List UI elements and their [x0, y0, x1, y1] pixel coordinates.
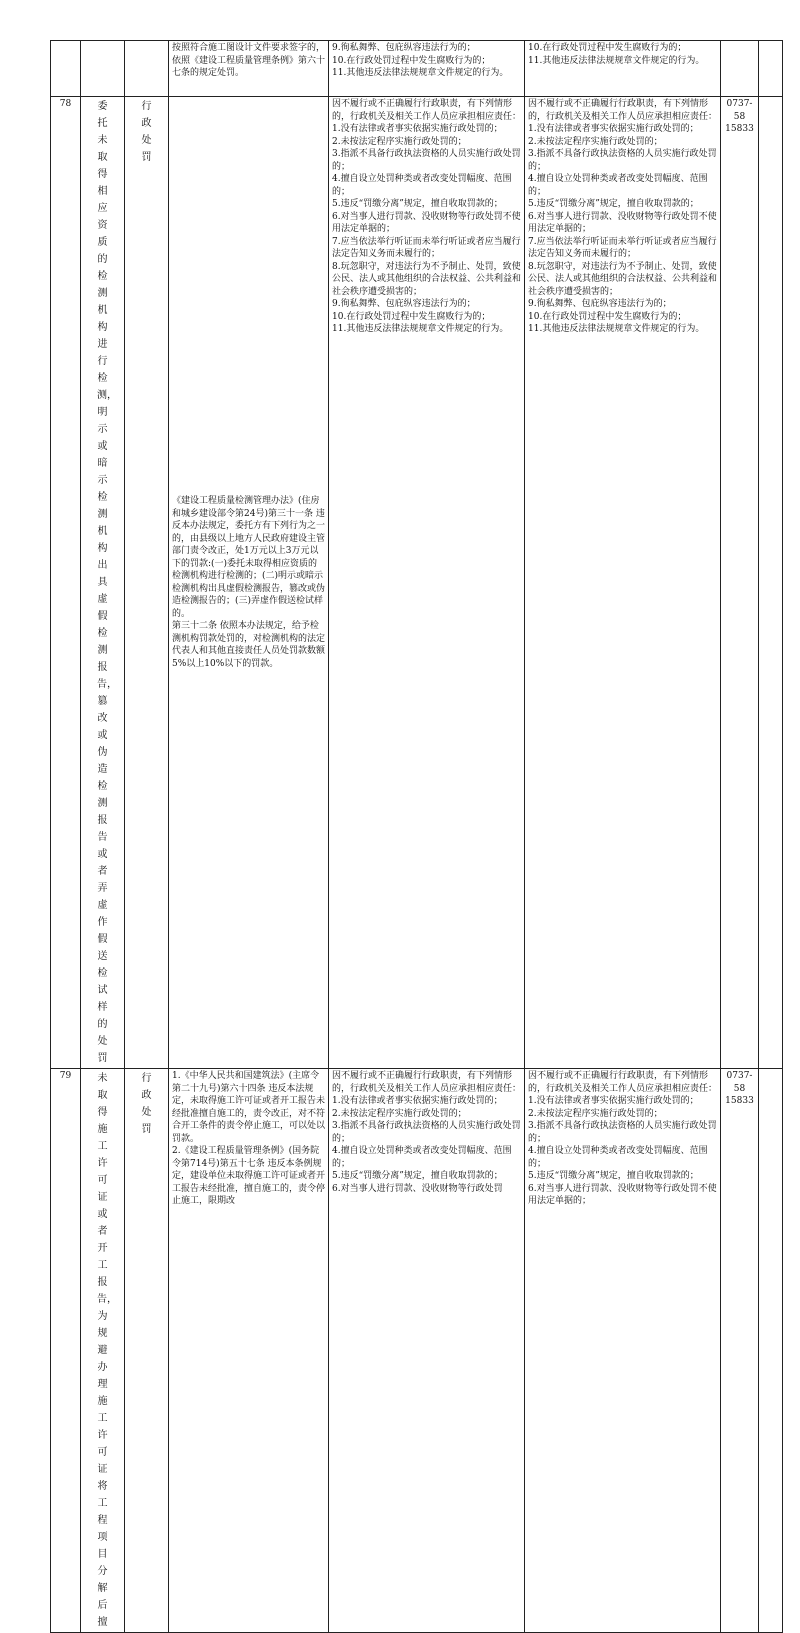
- accountability-cell: [525, 41, 721, 97]
- responsibility-line: 4.擅自设立处罚种类或者改变处罚幅度、范围的；: [332, 1146, 512, 1169]
- responsibility-line: 5.违反“罚缴分离”规定，擅自收取罚款的；: [332, 199, 503, 209]
- responsibility-line: 6.对当事人进行罚款、没收财物等行政处罚: [332, 1183, 503, 1194]
- contact-phone: 0737-58 15833: [721, 1069, 759, 1633]
- responsibility-line: 1.没有法律或者事实依据实施行政处罚的；: [332, 1096, 503, 1106]
- document-page: [50, 40, 782, 1628]
- responsibility-line: 3.指派不具备行政执法资格的人员实施行政处罚的；: [332, 1121, 521, 1144]
- legal-basis: [169, 1069, 329, 1633]
- responsibility-line: 1.没有法律或者事实依据实施行政处罚的；: [332, 124, 503, 134]
- accountability-line: 10.在行政处罚过程中发生腐败行为的；: [528, 311, 687, 322]
- item-name-text: 未取得施工许可证或者开工报告，为规避办理施工许可证将工程项目分解后擅: [97, 1073, 117, 1628]
- responsibility-line: 6.对当事人进行罚款、没收财物等行政处罚不使用法定单据的；: [332, 211, 521, 234]
- responsibility-line: 9.徇私舞弊、包庇纵容违法行为的；: [332, 43, 476, 53]
- item-name: [81, 97, 125, 1069]
- row-number: 79: [51, 1069, 81, 1633]
- accountability-line: 5.违反“罚缴分离”规定，擅自收取罚款的；: [528, 199, 699, 209]
- item-name: [81, 1069, 125, 1633]
- responsibility-cell: [329, 1069, 525, 1633]
- item-type: [125, 97, 169, 1069]
- basis-paragraph: 按照符合施工图设计文件要求签字的，依照《建设工程质量管理条例》第六十七条的规定处罚。: [172, 43, 326, 78]
- responsibility-line: 3.指派不具备行政执法资格的人员实施行政处罚的；: [332, 149, 521, 172]
- responsibility-line: 11.其他违反法律法规规章文件规定的行为。: [332, 68, 509, 78]
- accountability-line: 6.对当事人进行罚款、没收财物等行政处罚不使用法定单据的；: [528, 211, 717, 234]
- legal-basis: [169, 41, 329, 97]
- item-type: [125, 1069, 169, 1633]
- accountability-line: 8.玩忽职守，对违法行为不予制止、处罚，致使公民、法人或其他组织的合法权益、公共利益和社会秩序遭受损害的；: [528, 261, 718, 297]
- item-type-text: 行政处罚: [141, 101, 152, 163]
- item-type-text: 行政处罚: [141, 1073, 152, 1135]
- table-row: [51, 41, 783, 97]
- contact-phone: [721, 41, 759, 97]
- accountability-line: 4.擅自设立处罚种类或者改变处罚幅度、范围的；: [528, 174, 708, 197]
- accountability-line: 9.徇私舞弊、包庇纵容违法行为的；: [528, 299, 672, 309]
- responsibility-line: 5.违反“罚缴分离”规定，擅自收取罚款的；: [332, 1171, 503, 1181]
- accountability-line: 5.违反“罚缴分离”规定，擅自收取罚款的；: [528, 1171, 699, 1181]
- item-name-text: 委托未取得相应资质的检测机构进行检测，明示或暗示检测机构出具虚假检测报告，篡改或伪造检测报告或者弄虚作假送检试样的处罚: [97, 101, 117, 1064]
- responsibility-cell: [329, 97, 525, 1069]
- accountability-line: 1.没有法律或者事实依据实施行政处罚的；: [528, 124, 699, 134]
- accountability-cell: [525, 1069, 721, 1633]
- legal-basis: [169, 97, 329, 1069]
- accountability-line: 3.指派不具备行政执法资格的人员实施行政处罚的；: [528, 1121, 717, 1144]
- row-number: [51, 41, 81, 97]
- basis-paragraph: 第三十二条 依照本办法规定，给予检测机构罚款处罚的，对检测机构的法定代表人和其他直接责任人员处罚款数额5%以上10%以下的罚款。: [172, 621, 326, 669]
- table-row: [51, 97, 783, 1069]
- accountability-line: 因不履行或不正确履行行政职责，有下列情形的，行政机关及相关工作人员应承担相应责任：: [528, 99, 718, 122]
- item-name: [81, 41, 125, 97]
- responsibility-line: 7.应当依法举行听证而未举行听证或者应当履行法定告知义务而未履行的；: [332, 236, 521, 259]
- responsibility-line: 2.未按法定程序实施行政处罚的；: [332, 136, 467, 147]
- row-number: 78: [51, 97, 81, 1069]
- responsibility-line: 9.徇私舞弊、包庇纵容违法行为的；: [332, 299, 476, 309]
- responsibility-line: 8.玩忽职守，对违法行为不予制止、处罚，致使公民、法人或其他组织的合法权益、公共利益和社会秩序遭受损害的；: [332, 261, 522, 297]
- remarks-cell: [759, 1069, 783, 1633]
- responsibility-line: 2.未按法定程序实施行政处罚的；: [332, 1108, 467, 1119]
- remarks-cell: [759, 97, 783, 1069]
- accountability-line: 4.擅自设立处罚种类或者改变处罚幅度、范围的；: [528, 1146, 708, 1169]
- accountability-line: 7.应当依法举行听证而未举行听证或者应当履行法定告知义务而未履行的；: [528, 236, 717, 259]
- accountability-line: 2.未按法定程序实施行政处罚的；: [528, 1108, 663, 1119]
- accountability-line: 10.在行政处罚过程中发生腐败行为的；: [528, 43, 687, 53]
- accountability-line: 1.没有法律或者事实依据实施行政处罚的；: [528, 1096, 699, 1106]
- accountability-line: 11.其他违反法律法规规章文件规定的行为。: [528, 55, 705, 66]
- basis-paragraph: 1.《中华人民共和国建筑法》(主席令第二十九号)第六十四条 违反本法规定，未取得施工许可证或者开工报告未经批准擅自施工的，责令改正，对不符合开工条件的责令停止施工，可以处以罚款。: [172, 1071, 326, 1144]
- item-type: [125, 41, 169, 97]
- responsibility-cell: [329, 41, 525, 97]
- accountability-line: 因不履行或不正确履行行政职责，有下列情形的，行政机关及相关工作人员应承担相应责任：: [528, 1071, 718, 1094]
- contact-phone: 0737-58 15833: [721, 97, 759, 1069]
- accountability-line: 11.其他违反法律法规规章文件规定的行为。: [528, 324, 705, 334]
- accountability-cell: [525, 97, 721, 1069]
- responsibility-line: 因不履行或不正确履行行政职责，有下列情形的，行政机关及相关工作人员应承担相应责任：: [332, 1071, 522, 1094]
- accountability-line: 2.未按法定程序实施行政处罚的；: [528, 136, 663, 147]
- basis-paragraph: 2.《建设工程质量管理条例》(国务院令第714号)第五十七条 违反本条例规定，建设单位未取得施工许可证或者开工报告未经批准，擅自施工的，责令停止施工，限期改: [172, 1146, 326, 1206]
- responsibility-line: 11.其他违反法律法规规章文件规定的行为。: [332, 324, 509, 334]
- responsibility-line: 因不履行或不正确履行行政职责，有下列情形的，行政机关及相关工作人员应承担相应责任：: [332, 99, 522, 122]
- accountability-line: 6.对当事人进行罚款、没收财物等行政处罚不使用法定单据的；: [528, 1183, 717, 1206]
- table-row: [51, 1069, 783, 1633]
- responsibility-line: 10.在行政处罚过程中发生腐败行为的；: [332, 55, 491, 66]
- basis-paragraph: 《建设工程质量检测管理办法》(住房和城乡建设部令第24号)第三十一条 违反本办法规定，委托方有下列行为之一的，由县级以上地方人民政府建设主管部门责令改正，处1万元以上3万元以下的罚款:(一)委托未取得相应资质的检测机构进行检测的；(二)明示或暗示检测机构出具虚假检测报告，篡改或伪造检测报告的；(三)弄虚作假送检试样的。: [172, 496, 326, 619]
- responsibility-line: 4.擅自设立处罚种类或者改变处罚幅度、范围的；: [332, 174, 512, 197]
- accountability-line: 3.指派不具备行政执法资格的人员实施行政处罚的；: [528, 149, 717, 172]
- responsibility-line: 10.在行政处罚过程中发生腐败行为的；: [332, 311, 491, 322]
- remarks-cell: [759, 41, 783, 97]
- power-list-table: [50, 40, 783, 1633]
